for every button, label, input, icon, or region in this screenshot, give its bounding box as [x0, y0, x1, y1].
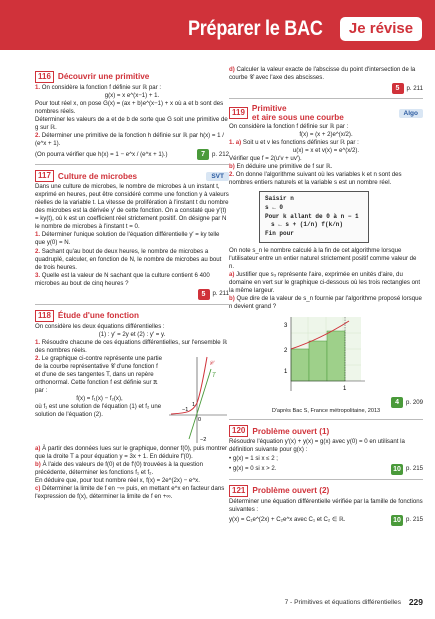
exercise-text: 1. On considère la fonction f définie sur ℝ par : [35, 84, 162, 91]
chapter-title: 7 - Primitives et équations différentielles [284, 599, 401, 606]
exercise-title: Primitive et aire sous une courbe [251, 104, 344, 123]
exercise-text: b) En déduire une primitive de f sur ℝ. [229, 163, 333, 171]
exercise-text: d) Calculer la valeur exacte de l'abscisse du point d'intersection de la courbe 𝒞 avec l'axe des abscisses. [229, 66, 416, 82]
exercise-120-header [229, 425, 423, 437]
exercise-text: Déterminer une équation différentielle vérifiée par la famille de fonctions suivantes : [229, 497, 423, 513]
tick-label: 1 [192, 401, 196, 408]
reference [35, 289, 229, 300]
exercise-number: 117 [35, 170, 54, 182]
formula: u(x) = x et v(x) = e^(x/2). [292, 147, 360, 155]
reference-badge: 5 [198, 289, 210, 300]
page-header [0, 0, 435, 50]
reference-page: p. 215 [406, 516, 423, 524]
exercise-text: On considère les deux équations différentielles : [35, 322, 165, 330]
algorithm-line: Saisir n [265, 195, 294, 203]
reference-page: p. 212 [212, 150, 229, 158]
reference [229, 397, 423, 408]
tick-label: −2 [200, 436, 207, 443]
algorithm-line: s ← s + (1/n) f(k/n) [271, 221, 344, 229]
reference-badge: 10 [391, 515, 403, 526]
tick-label: 1 [343, 386, 347, 393]
exercise-text: 1. a) Soit u et v les fonctions définies sur ℝ par : [229, 139, 359, 147]
subject-tag: SVT [206, 172, 229, 181]
exercise-118-header [35, 310, 229, 322]
exercise-text: Résoudre l'équation y′(x) + y(x) = g(x) avec y(0) = 0 en utilisant la définition suivante pour g(x) : [229, 438, 405, 454]
formula: (1) : y′ = 2y et (2) : y′ = y. [98, 330, 166, 338]
exercise-text: 2. On donne l'algorithme suivant où les variables k et n sont des nombres entiers naturels et la variable s est un nombre réel. [229, 171, 402, 187]
reference-page: p. 211 [406, 84, 423, 92]
formula: f(x) = (x + 2)e^(x/2). [299, 131, 353, 139]
reference [35, 149, 229, 160]
exercise-title: Problème ouvert (2) [252, 486, 330, 496]
exercise-text: 1. Résoudre chacune de ces équations différentielles, sur l'ensemble ℝ des nombres réels. [35, 338, 228, 354]
reference-badge: 4 [391, 397, 403, 408]
divider [229, 419, 423, 420]
section-title: Préparer le BAC [188, 17, 323, 40]
exercise-number: 116 [35, 71, 54, 83]
exercise-text: 2. Sachant qu'au bout de deux heures, le nombre de microbes a quadruplé, calculer, en fonction de N, le nombre de microbes au bout de trois heures. [35, 247, 222, 271]
exercise-117-header [35, 170, 229, 182]
exercise-text: c) Déterminer la limite de f en −∞ puis, en mettant e^x en facteur dans l'expression de f(x), déterminer la limite de f en +∞. [35, 484, 225, 500]
exercise-text: b) Que dire de la valeur de s_n fournie par l'algorithme proposé lorsque n devient grand ? [229, 294, 422, 310]
divider [35, 164, 229, 165]
exercise-title: Culture de microbes [57, 171, 138, 181]
exercise-text: 3. Quelle est la valeur de N sachant que la culture contient 6 400 microbes au bout de cinq heures ? [35, 271, 210, 287]
section-badge: Je révise [340, 17, 422, 41]
algorithm-box [259, 191, 369, 242]
bullet-item: • g(x) = 1 si x ≤ 2 ; [229, 454, 278, 462]
reference-page: p. 209 [406, 398, 423, 406]
formula: f(x) = f₁(x) − f₂(x), [76, 394, 123, 402]
function-graph [167, 355, 229, 445]
algorithm-line: s ← 0 [265, 204, 284, 212]
area-graph [269, 317, 369, 393]
exercise-text: Pour tout réel x, on pose G(x) = (ax + b)e^(x−1) + x où a et b sont des nombres réels. [35, 100, 224, 116]
source-note: D'après Bac S, France métropolitaine, 2013 [271, 408, 381, 415]
exercise-text: Dans une culture de microbes, le nombre de microbes à un instant t, exprimé en heures, peut être considéré comme une fonction y à valeurs réelles de la variable t. La vitesse de prolifération à l'instant t du nombre des microbes est la dérivée y′ de cette fonction. On a constaté que y′(t) = ky(t), où k est un coefficient réel strictement positif. On désigne par N le nombre de microbes à l'instant t = 0. [35, 183, 229, 231]
exercise-119-header [229, 104, 423, 122]
tick-label: −1 [182, 406, 189, 413]
exercise-text: b) À l'aide des valeurs de f(0) et de f′(0) trouvées à la question précédente, déterminer les fonctions f₁ et f₂. [35, 460, 203, 476]
exercise-title: Étude d'une fonction [57, 311, 139, 321]
exercise-text: a) Justifier que s₃ représente l'aire, exprimée en unités d'aire, du domaine en vert sur le graphique ci-dessous où les trois rectangles ont la même largeur. [229, 270, 421, 294]
formula: g(x) = x e^(x−1) + 1. [104, 92, 160, 100]
curve-label: 𝒞 [209, 360, 214, 367]
reference-badge: 10 [391, 464, 403, 475]
divider [229, 98, 423, 99]
reference [229, 464, 423, 475]
exercise-text: a) À partir des données lues sur le graphique, donner f(0), puis montrer que la droite T a pour équation y = 3x + 1. En déduire f′(0). [35, 444, 228, 460]
curve-c [171, 357, 207, 414]
reference-page: p. 215 [406, 465, 423, 473]
exercise-121-header [229, 485, 423, 497]
tick-label: 3 [284, 323, 288, 330]
left-column [35, 66, 229, 501]
tick-label: 1 [284, 369, 288, 376]
bullet-item: • g(x) = 0 si x > 2. [229, 465, 277, 473]
reference-page: p. 211 [212, 290, 229, 298]
exercise-number: 118 [35, 310, 54, 322]
exercise-title: Découvrir une primitive [57, 72, 150, 82]
rectangle-2 [309, 341, 327, 381]
right-column [229, 66, 423, 526]
exercise-text: 1. Déterminer l'unique solution de l'équation différentielle y′ = ky telle que y(0) = N. [35, 231, 220, 247]
page-number: 229 [408, 597, 423, 607]
formula: y(x) = C₁e^(2x) + C₂e^x avec C₁ et C₂ ∈ ℝ. [229, 516, 346, 524]
reference-badge: 5 [392, 83, 404, 94]
exercise-number: 121 [229, 485, 248, 497]
divider [35, 304, 229, 305]
exercise-text: 2. Le graphique ci-contre représente une partie de la courbe représentative 𝒞 d'une fonction f et d'une de ses tangentes T, dans un repère orthonormal. Cette fonction f est définie sur ℝ par : [35, 354, 163, 394]
exercise-text: 2. Déterminer une primitive de la fonction h définie sur ℝ par h(x) = 1 / (e^x + 1). [35, 132, 224, 148]
tick-label: 0 [198, 416, 202, 423]
exercise-text: où f₁ est une solution de l'équation (1) et f₂ une solution de l'équation (2). [35, 402, 162, 418]
exercise-number: 119 [229, 107, 248, 119]
subject-tag: Algo [399, 109, 423, 118]
rectangle-1 [291, 349, 309, 381]
exercise-text: Déterminer les valeurs de a et de b de sorte que G soit une primitive de g sur ℝ. [35, 116, 228, 132]
exercise-text: On considère la fonction f définie sur ℝ par : [229, 123, 349, 131]
tangent-label: T [212, 372, 216, 379]
exercise-text: On note s_n le nombre calculé à la fin de cet algorithme lorsque l'utilisateur entre un entier naturel strictement positif comme valeur de n. [229, 246, 417, 270]
exercise-title: Problème ouvert (1) [252, 426, 330, 436]
exercise-text: En déduire que, pour tout nombre réel x, f(x) = 2e^(2x) − e^x. [35, 476, 200, 484]
algorithm-line: Pour k allant de 0 à n − 1 [265, 212, 359, 220]
exercise-text: (On pourra vérifier que h(x) = 1 − e^x / (e^x + 1).) [35, 150, 168, 158]
exercise-number: 120 [229, 425, 248, 437]
rectangle-3 [327, 331, 345, 381]
exercise-116-header [35, 71, 229, 83]
algorithm-line: Fin pour [265, 230, 294, 238]
reference-badge: 7 [197, 149, 209, 160]
exercise-text: Vérifier que f = 2(u′v + uv′). [229, 155, 302, 163]
reference [229, 515, 423, 526]
tick-label: 2 [284, 348, 288, 355]
divider [229, 479, 423, 480]
reference [229, 83, 423, 94]
page-footer [0, 598, 435, 612]
